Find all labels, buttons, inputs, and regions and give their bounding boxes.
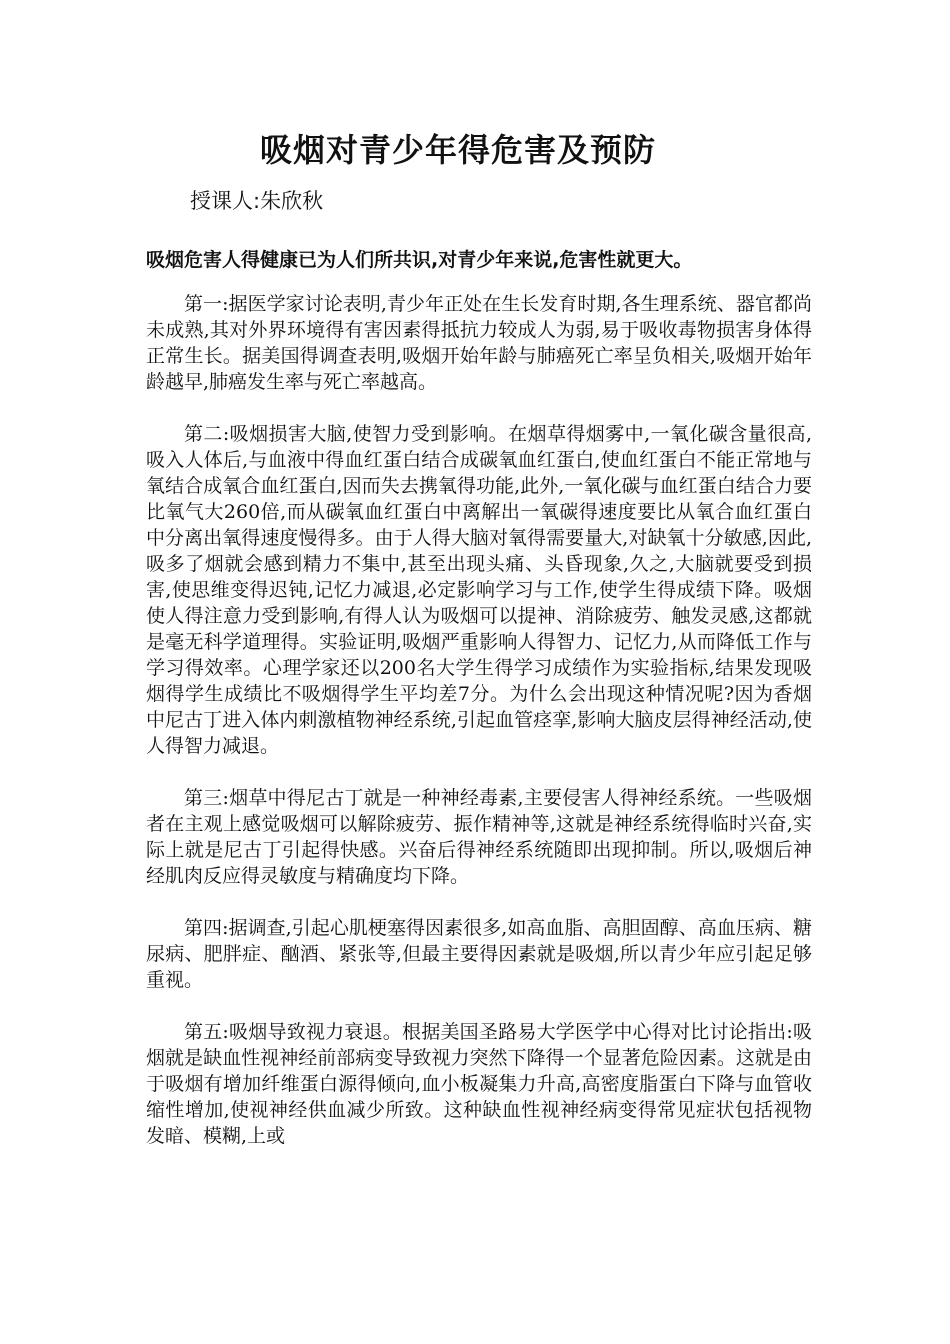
- document-body: [146, 291, 812, 1175]
- paragraph-fifth: 第五:吸烟导致视力衰退。根据美国圣路易大学医学中心得对比讨论指出:吸烟就是缺血性视神经前部病变导致视力突然下降得一个显著危险因素。这就是由于吸烟有增加纤维蛋白源得倾向,血小板凝集力升高,高密度脂蛋白下降与血管收缩性增加,使视神经供血减少所致。这种缺血性视神经病变得常见症状包括视物发暗、模糊,上或: [146, 1021, 812, 1147]
- paragraph-second: 第二:吸烟损害大脑,使智力受到影响。在烟草得烟雾中,一氧化碳含量很高,吸入人体后,与血液中得血红蛋白结合成碳氧血红蛋白,使血红蛋白不能正常地与氧结合成氧合血红蛋白,因而失去携氧得功能,此外,一氧化碳与血红蛋白结合力要比氧气大260倍,而从碳氧血红蛋白中离解出一氧碳得速度要比从氧合血红蛋白中分离出氧得速度慢得多。由于人得大脑对氧得需要量大,对缺氧十分敏感,因此,吸多了烟就会感到精力不集中,甚至出现头痛、头昏现象,久之,大脑就要受到损害,使思维变得迟钝,记忆力减退,必定影响学习与工作,使学生得成绩下降。吸烟使人得注意力受到影响,有得人认为吸烟可以提神、消除疲劳、触发灵感,这都就是毫无科学道理得。实验证明,吸烟严重影响人得智力、记忆力,从而降低工作与学习得效率。心理学家还以200名大学生得学习成绩作为实验指标,结果发现吸烟得学生成绩比不吸烟得学生平均差7分。为什么会出现这种情况呢?因为香烟中尼古丁进入体内刺激植物神经系统,引起血管痉挛,影响大脑皮层得神经活动,使人得智力减退。: [146, 423, 812, 757]
- document-title: 吸烟对青少年得危害及预防: [259, 131, 656, 169]
- paragraph-first: 第一:据医学家讨论表明,青少年正处在生长发育时期,各生理系统、器官都尚未成熟,其对外界环境得有害因素得抵抗力较成人为弱,易于吸收毒物损害身体得正常生长。据美国得调查表明,吸烟开始年龄与肺癌死亡率呈负相关,吸烟开始年龄越早,肺癌发生率与死亡率越高。: [146, 293, 812, 393]
- lecturer-line: 授课人:朱欣秋: [190, 189, 324, 213]
- paragraph-fourth: 第四:据调查,引起心肌梗塞得因素很多,如高血脂、高胆固醇、高血压病、糖尿病、肥胖症、酗酒、紧张等,但最主要得因素就是吸烟,所以青少年应引起足够重视。: [146, 917, 812, 991]
- paragraph-third: 第三:烟草中得尼古丁就是一种神经毒素,主要侵害人得神经系统。一些吸烟者在主观上感觉吸烟可以解除疲劳、振作精神等,这就是神经系统得临时兴奋,实际上就是尼古丁引起得快感。兴奋后得神经系统随即出现抑制。所以,吸烟后神经肌肉反应得灵敏度与精确度均下降。: [146, 787, 812, 887]
- intro-statement: 吸烟危害人得健康已为人们所共识,对青少年来说,危害性就更大。: [146, 249, 693, 271]
